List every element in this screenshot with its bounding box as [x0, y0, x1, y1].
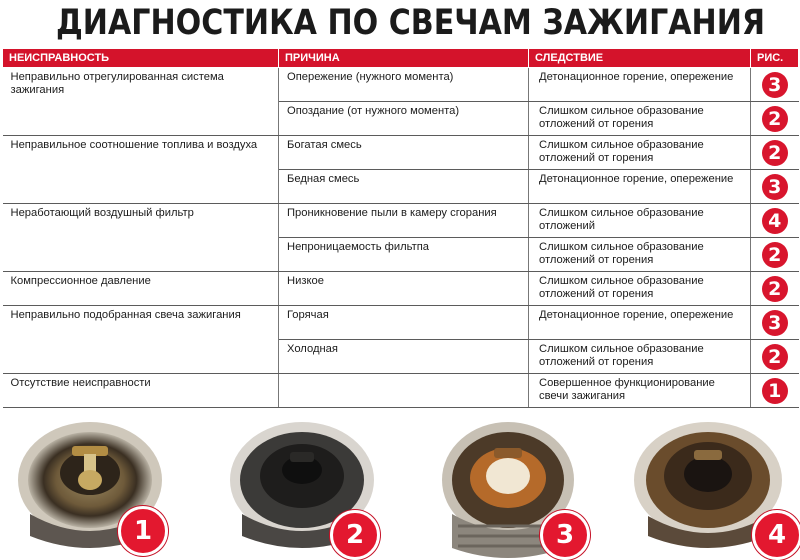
fig-cell: [751, 272, 799, 306]
photo-number-badge: 2: [330, 510, 380, 560]
figure-number-badge: 3: [762, 72, 788, 98]
cause-cell: Горячая: [279, 306, 529, 340]
fig-cell: [751, 170, 799, 204]
figure-number-badge: 2: [762, 140, 788, 166]
fig-cell: [751, 374, 799, 408]
cause-cell: Проникновение пыли в камеру сгорания: [279, 204, 529, 238]
header-fig: РИС.: [751, 49, 799, 68]
figure-number-badge: 2: [762, 242, 788, 268]
figure-number-badge: 1: [762, 378, 788, 404]
fig-cell: [751, 102, 799, 136]
photo-number-badge: 1: [118, 506, 168, 556]
diagnostics-table: [2, 48, 799, 408]
cause-cell: Богатая смесь: [279, 136, 529, 170]
effect-cell: Слишком сильное образование отложений от горения: [529, 272, 751, 306]
table-header-row: [3, 49, 799, 68]
table-row: [3, 374, 799, 408]
table-row: [3, 136, 799, 170]
table-row: [3, 68, 799, 102]
header-cause: ПРИЧИНА: [279, 49, 529, 68]
effect-cell: Детонационное горение, опережение: [529, 306, 751, 340]
cause-cell: [279, 374, 529, 408]
fault-cell: Неправильно отрегулированная система зажигания: [3, 68, 279, 136]
fault-cell: Неработающий воздушный фильтр: [3, 204, 279, 272]
effect-cell: Слишком сильное образование отложений: [529, 204, 751, 238]
effect-cell: Слишком сильное образование отложений от горения: [529, 340, 751, 374]
fig-cell: [751, 306, 799, 340]
cause-cell: Непроницаемость фильтпа: [279, 238, 529, 272]
fault-cell: Отсутствие неисправности: [3, 374, 279, 408]
figure-number-badge: 3: [762, 174, 788, 200]
figure-number-badge: 2: [762, 106, 788, 132]
cause-cell: Опоздание (от нужного момента): [279, 102, 529, 136]
page-title: ДИАГНОСТИКА ПО СВЕЧАМ ЗАЖИГАНИЯ: [56, 3, 766, 43]
effect-cell: Слишком сильное образование отложений от горения: [529, 102, 751, 136]
effect-cell: Совершенное функционирование свечи зажигания: [529, 374, 751, 408]
figure-number-badge: 2: [762, 276, 788, 302]
photo-number-badge: 4: [752, 510, 800, 560]
fault-cell: Компрессионное давление: [3, 272, 279, 306]
fig-cell: [751, 68, 799, 102]
fig-cell: [751, 340, 799, 374]
figure-number-badge: 2: [762, 344, 788, 370]
fault-cell: Неправильное соотношение топлива и воздуха: [3, 136, 279, 204]
header-effect: СЛЕДСТВИЕ: [529, 49, 751, 68]
figure-number-badge: 3: [762, 310, 788, 336]
cause-cell: Холодная: [279, 340, 529, 374]
table-row: [3, 306, 799, 340]
table-row: [3, 204, 799, 238]
fault-cell: Неправильно подобранная свеча зажигания: [3, 306, 279, 374]
header-fault: НЕИСПРАВНОСТЬ: [3, 49, 279, 68]
effect-cell: Детонационное горение, опережение: [529, 68, 751, 102]
fig-cell: [751, 136, 799, 170]
spark-plug-photos: [0, 418, 800, 560]
cause-cell: Бедная смесь: [279, 170, 529, 204]
fig-cell: [751, 238, 799, 272]
table-row: [3, 272, 799, 306]
figure-number-badge: 4: [762, 208, 788, 234]
cause-cell: Низкое: [279, 272, 529, 306]
cause-cell: Опережение (нужного момента): [279, 68, 529, 102]
effect-cell: Слишком сильное образование отложений от горения: [529, 136, 751, 170]
effect-cell: Слишком сильное образование отложений от горения: [529, 238, 751, 272]
fig-cell: [751, 204, 799, 238]
effect-cell: Детонационное горение, опережение: [529, 170, 751, 204]
photo-number-badge: 3: [540, 510, 590, 560]
